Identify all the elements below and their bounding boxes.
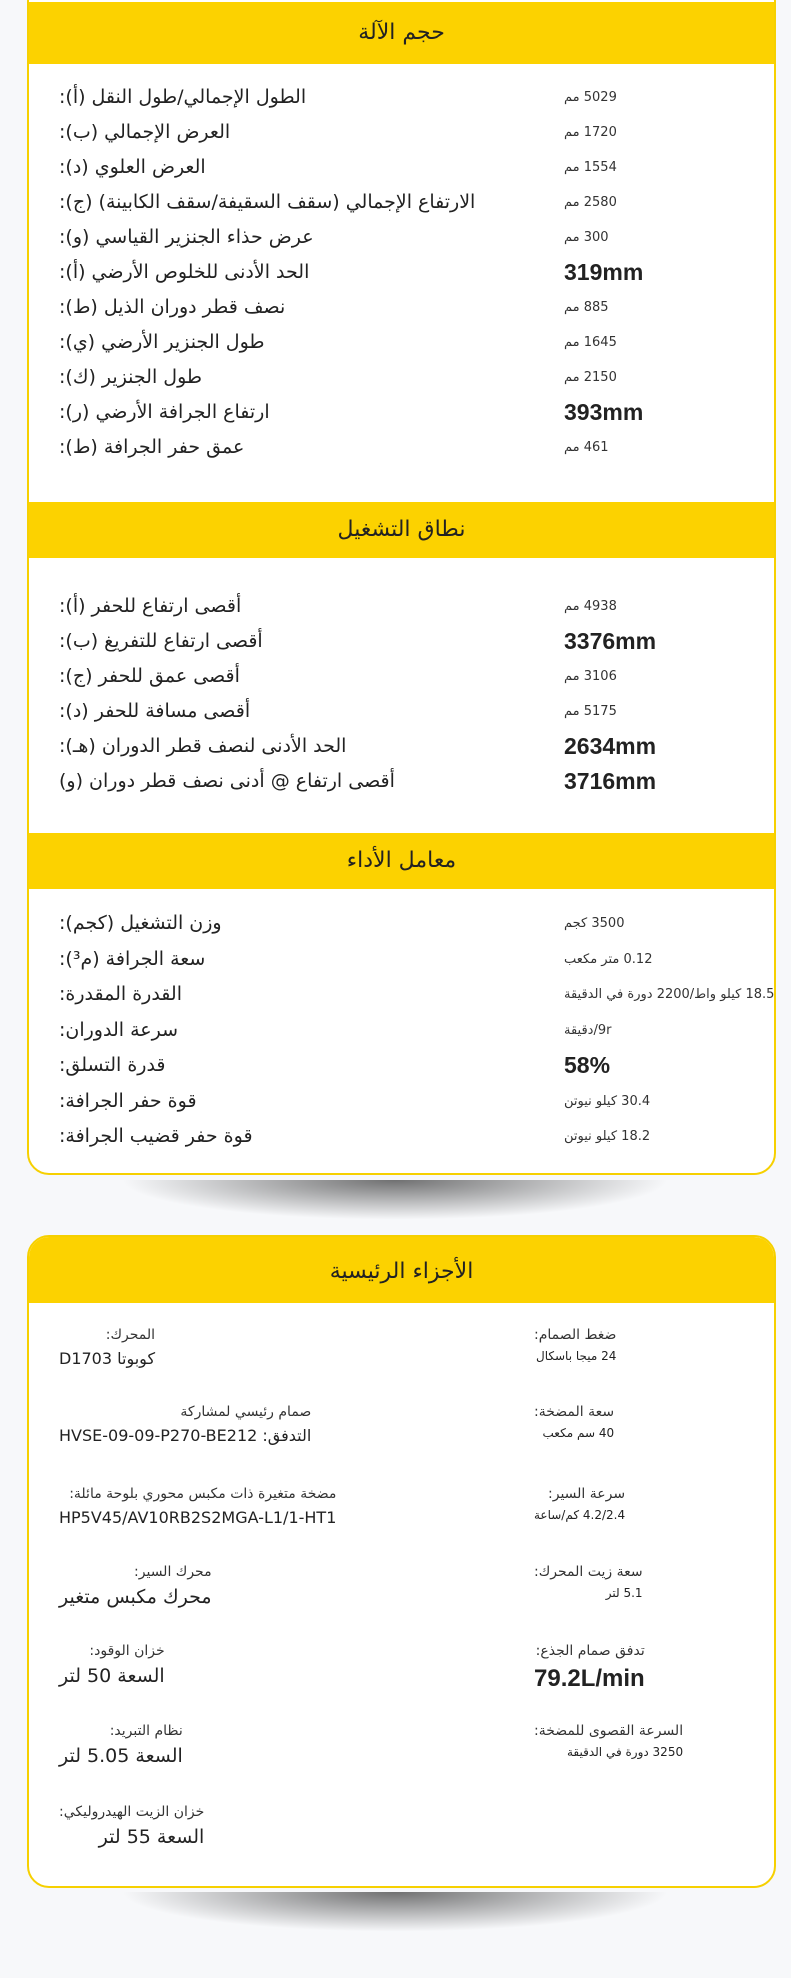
part-item — [534, 1486, 625, 1522]
spec-value: 885 مم — [564, 300, 609, 315]
spec-row — [29, 1048, 774, 1083]
part-item — [534, 1643, 645, 1693]
part-value: 79.2L/min — [534, 1665, 645, 1692]
section-header-main-parts — [29, 1237, 774, 1303]
part-value: السعة 5.05 لتر — [59, 1745, 183, 1767]
part-item — [59, 1804, 204, 1848]
part-item — [534, 1564, 643, 1600]
section-title: معامل الأداء — [346, 848, 457, 873]
part-value: محرك مكبس متغير — [59, 1586, 212, 1608]
part-label: نظام التبريد: — [109, 1723, 183, 1739]
spec-label: الارتفاع الإجمالي (سقف السقيفة/سقف الكابينة) (ج): — [59, 191, 476, 213]
part-label: المحرك: — [105, 1327, 156, 1343]
section-title: نطاق التشغيل — [337, 517, 466, 542]
spec-value: 3716mm — [564, 768, 657, 794]
part-label: مضخة متغيرة ذات مكبس محوري بلوحة مائلة: — [69, 1486, 337, 1502]
spec-label: الحد الأدنى لنصف قطر الدوران (هـ): — [59, 735, 347, 757]
spec-row — [29, 115, 774, 150]
spec-label: القدرة المقدرة: — [59, 983, 182, 1005]
spec-label: الحد الأدنى للخلوص الأرضي (أ): — [59, 261, 310, 283]
spec-row — [29, 1084, 774, 1119]
spec-row — [29, 325, 774, 360]
section-header-machine-size — [29, 2, 774, 64]
spec-label: نصف قطر دوران الذيل (ط): — [59, 296, 286, 318]
spec-label: قوة حفر قضيب الجرافة: — [59, 1125, 253, 1147]
spec-label: العرض العلوي (د): — [59, 156, 206, 178]
spec-row — [29, 906, 774, 941]
spec-value: 393mm — [564, 399, 644, 425]
card-shadow — [120, 1892, 670, 1932]
part-label: السرعة القصوى للمضخة: — [534, 1723, 684, 1739]
spec-value: 9r/دقيقة — [564, 1022, 612, 1038]
spec-row — [29, 255, 774, 290]
spec-value: 2150 مم — [564, 370, 617, 385]
spec-label: أقصى مسافة للحفر (د): — [59, 700, 251, 722]
spec-label: أقصى ارتفاع للحفر (أ): — [59, 595, 242, 617]
spec-label: عرض حذاء الجنزير القياسي (و): — [59, 226, 314, 248]
spec-row — [29, 942, 774, 977]
spec-value: 18.5 كيلو واط/2200 دورة في الدقيقة — [564, 987, 775, 1002]
spec-row — [29, 1119, 774, 1154]
part-label: خزان الوقود: — [89, 1643, 165, 1659]
part-label: ضغط الصمام: — [534, 1327, 617, 1343]
spec-label: وزن التشغيل (كجم): — [59, 912, 222, 934]
part-value: 4.2/2.4 كم/ساعة — [534, 1508, 626, 1522]
part-label: محرك السير: — [134, 1564, 212, 1580]
spec-label: طول الجنزير (ك): — [59, 366, 203, 388]
spec-value: 18.2 كيلو نيوتن — [564, 1129, 651, 1144]
section-title: حجم الآلة — [358, 20, 445, 45]
main-parts-card — [27, 1235, 776, 1888]
spec-row — [29, 360, 774, 395]
part-label: سعة زيت المحرك: — [534, 1564, 643, 1580]
spec-label: قدرة التسلق: — [59, 1054, 166, 1076]
spec-row — [29, 185, 774, 220]
part-value: 3250 دورة في الدقيقة — [566, 1745, 684, 1759]
section-header-operating-range — [29, 502, 774, 558]
spec-value: 1554 مم — [564, 160, 617, 175]
spec-label: أقصى ارتفاع @ أدنى نصف قطر دوران (و) — [59, 770, 395, 792]
spec-value: 319mm — [564, 259, 644, 285]
card-shadow — [120, 1180, 670, 1220]
part-item — [59, 1723, 183, 1767]
part-value: كوبوتا D1703 — [59, 1349, 156, 1368]
spec-label: قوة حفر الجرافة: — [59, 1089, 197, 1112]
spec-value: 30.4 كيلو نيوتن — [564, 1093, 651, 1109]
spec-value: 5029 مم — [564, 90, 617, 105]
part-label: صمام رئيسي لمشاركة — [180, 1404, 312, 1420]
specs-card — [27, 0, 776, 1175]
spec-label: العرض الإجمالي (ب): — [59, 121, 231, 143]
part-item — [59, 1327, 155, 1368]
spec-label: أقصى ارتفاع للتفريغ (ب): — [59, 630, 263, 652]
spec-row — [29, 659, 774, 694]
spec-value: 5175 مم — [564, 704, 617, 719]
spec-row — [29, 150, 774, 185]
part-value: 5.1 لتر — [605, 1586, 643, 1600]
part-item — [59, 1486, 336, 1527]
part-item — [59, 1564, 212, 1608]
spec-row — [29, 80, 774, 115]
spec-label: طول الجنزير الأرضي (ي): — [59, 331, 265, 353]
spec-row — [29, 395, 774, 430]
spec-row — [29, 430, 774, 465]
spec-row — [29, 220, 774, 255]
spec-row — [29, 729, 774, 764]
spec-value: 461 مم — [564, 440, 609, 455]
spec-value: 0.12 متر مكعب — [564, 951, 653, 967]
part-label: تدفق صمام الجذع: — [535, 1643, 645, 1659]
spec-value: 300 مم — [564, 230, 609, 245]
spec-value: 58% — [564, 1052, 611, 1078]
spec-value: 3500 كجم — [564, 916, 625, 931]
part-label: خزان الزيت الهيدروليكي: — [59, 1804, 205, 1820]
spec-label: ارتفاع الجرافة الأرضي (ر): — [59, 401, 270, 423]
spec-value: 2634mm — [564, 733, 657, 759]
part-value: السعة 50 لتر — [59, 1665, 165, 1687]
spec-row — [29, 290, 774, 325]
spec-value: 4938 مم — [564, 599, 617, 614]
part-item — [59, 1404, 311, 1445]
part-item — [534, 1327, 616, 1363]
spec-row — [29, 589, 774, 624]
spec-label: الطول الإجمالي/طول النقل (أ): — [59, 86, 307, 108]
part-item — [534, 1723, 683, 1759]
spec-value: 2580 مم — [564, 195, 617, 210]
part-item — [534, 1404, 614, 1440]
part-value: 40 سم مكعب — [542, 1426, 615, 1440]
spec-label: سرعة الدوران: — [59, 1018, 178, 1041]
section-title: الأجزاء الرئيسية — [329, 1259, 474, 1284]
part-value: HP5V45/AV10RB2S2MGA-L1/1-HT1 — [59, 1508, 337, 1527]
part-label: سعة المضخة: — [534, 1404, 615, 1420]
spec-value: 1645 مم — [564, 335, 617, 350]
part-item — [59, 1643, 165, 1687]
spec-value: 1720 مم — [564, 125, 617, 140]
spec-label: عمق حفر الجرافة (ط): — [59, 436, 245, 458]
part-label: سرعة السير: — [548, 1486, 626, 1502]
spec-row — [29, 1013, 774, 1048]
spec-row — [29, 624, 774, 659]
spec-value: 3106 مم — [564, 669, 617, 684]
spec-row — [29, 764, 774, 799]
section-header-performance — [29, 833, 774, 889]
spec-row — [29, 977, 774, 1012]
part-value: 24 ميجا باسكال — [536, 1349, 617, 1363]
spec-row — [29, 694, 774, 729]
part-value: السعة 55 لتر — [98, 1826, 205, 1848]
spec-label: سعة الجرافة (م³): — [59, 947, 206, 970]
part-value: التدفق: HVSE-09-09-P270-BE212 — [59, 1426, 312, 1445]
spec-value: 3376mm — [564, 628, 657, 654]
spec-label: أقصى عمق للحفر (ج): — [59, 665, 240, 687]
